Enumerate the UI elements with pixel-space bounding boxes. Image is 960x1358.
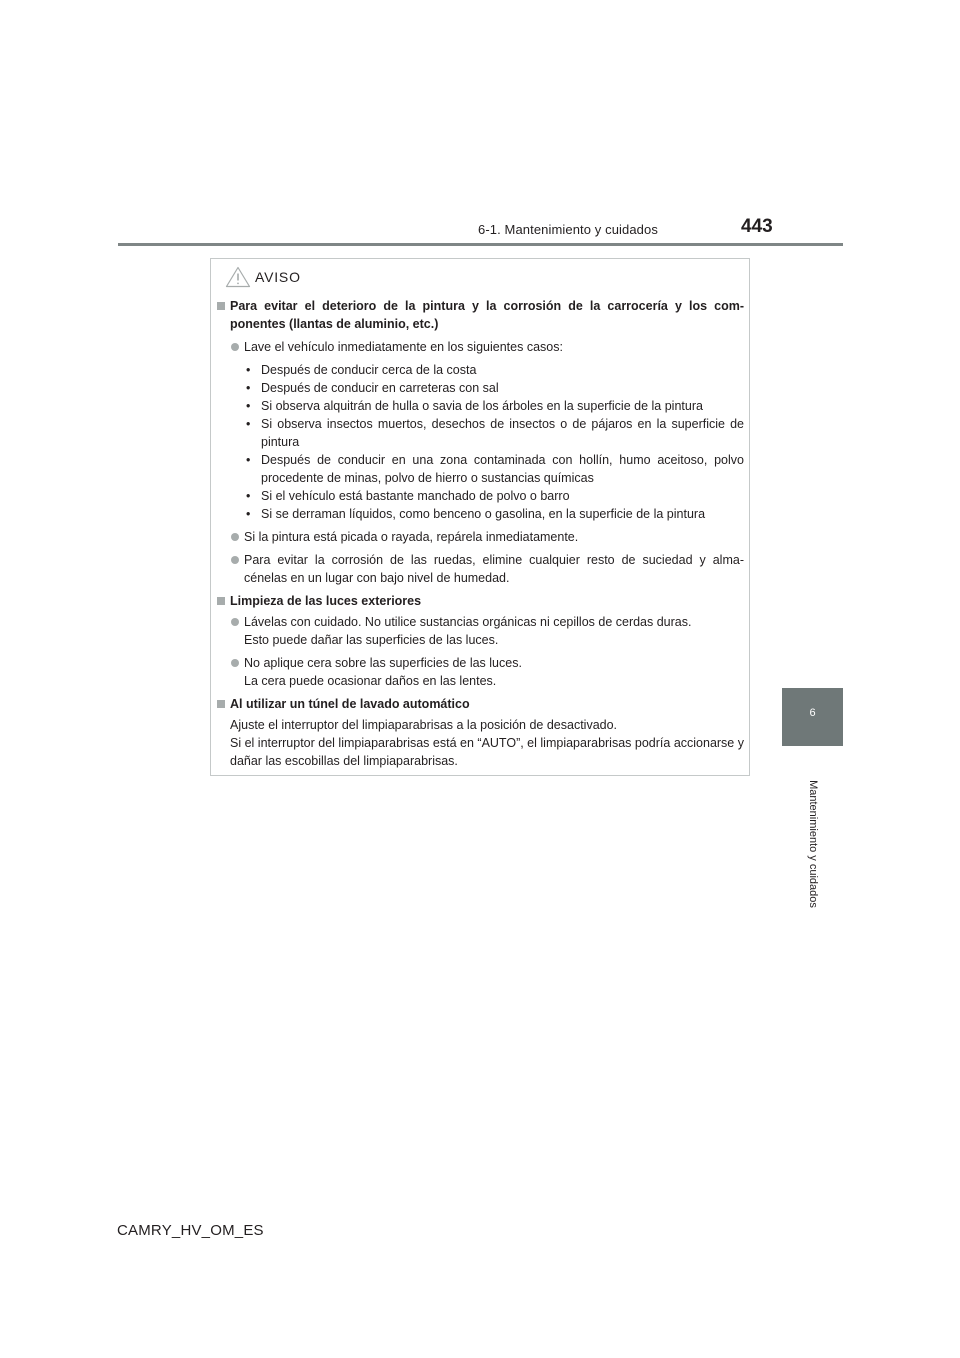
circle-bullet-icon <box>231 659 239 667</box>
paragraph-line: Ajuste el interruptor del limpiaparabrisas a la posición de desactivado. <box>230 718 618 732</box>
sub-item-text: Después de conducir en una zona contaminada con hollín, humo aceitoso, polvo procedente de minas, polvo de hierro o sustancias químicas <box>261 453 744 485</box>
bullet-item <box>216 551 744 587</box>
circle-bullet-icon <box>231 556 239 564</box>
dot-marker: • <box>246 363 251 377</box>
sub-item <box>216 487 744 505</box>
sub-item <box>216 451 744 487</box>
bullet-item <box>216 528 744 546</box>
section-heading <box>216 592 744 610</box>
section-title: 6-1. Mantenimiento y cuidados <box>478 222 658 237</box>
circle-bullet-icon <box>231 343 239 351</box>
sub-item-text: Si observa alquitrán de hulla o savia de los árboles en la superficie de la pintura <box>261 399 703 413</box>
document-code: CAMRY_HV_OM_ES <box>117 1222 264 1239</box>
circle-bullet-icon <box>231 618 239 626</box>
dot-marker: • <box>246 399 251 413</box>
bullet-text: Lave el vehículo inmediatamente en los siguientes casos: <box>244 340 563 354</box>
square-bullet-icon <box>217 700 225 708</box>
warning-title: AVISO <box>255 269 301 285</box>
chapter-number: 6 <box>809 707 816 719</box>
chapter-tab <box>782 688 843 746</box>
bullet-text: Si la pintura está picada o rayada, repárela inmediatamente. <box>244 530 579 544</box>
warning-content <box>216 297 744 770</box>
sub-item <box>216 415 744 451</box>
sub-item <box>216 505 744 523</box>
square-bullet-icon <box>217 597 225 605</box>
dot-marker: • <box>246 381 251 395</box>
bullet-text: Para evitar la corrosión de las ruedas, elimine cualquier resto de suciedad y alma- cénelas en un lugar con bajo nivel de humedad. <box>244 553 744 585</box>
warning-triangle-icon <box>225 266 251 288</box>
paragraph <box>216 716 744 770</box>
header-rule <box>118 243 843 246</box>
sub-item-text: Si se derraman líquidos, como benceno o gasolina, en la superficie de la pintura <box>261 507 706 521</box>
heading-text: Limpieza de las luces exteriores <box>230 594 422 608</box>
square-bullet-icon <box>217 302 225 310</box>
bullet-item <box>216 338 744 356</box>
dot-marker: • <box>246 417 251 431</box>
sub-item-text: Si el vehículo está bastante manchado de polvo o barro <box>261 489 570 503</box>
paragraph-line: Si el interruptor del limpiaparabrisas está en “AUTO”, el limpiaparabrisas podría accionarse y dañar las escobillas del limpiaparabrisas. <box>230 736 744 768</box>
sub-list <box>216 361 744 523</box>
section-heading <box>216 695 744 713</box>
sub-item-text: Después de conducir en carreteras con sal <box>261 381 499 395</box>
dot-marker: • <box>246 507 251 521</box>
heading-text: Al utilizar un túnel de lavado automático <box>230 697 470 711</box>
page-number: 443 <box>741 216 773 237</box>
warning-box <box>210 258 750 776</box>
dot-marker: • <box>246 489 251 503</box>
bullet-line: Lávelas con cuidado. No utilice sustancias orgánicas ni cepillos de cerdas duras. <box>244 615 692 629</box>
bullet-line: No aplique cera sobre las superficies de las luces. <box>244 656 522 670</box>
bullet-line: La cera puede ocasionar daños en las lentes. <box>244 674 497 688</box>
sub-item <box>216 379 744 397</box>
bullet-line: Esto puede dañar las superficies de las luces. <box>244 633 499 647</box>
bullet-item <box>216 613 744 649</box>
sub-item <box>216 361 744 379</box>
heading-text: Para evitar el deterioro de la pintura y la corrosión de la carrocería y los com- ponentes (llantas de aluminio, etc.) <box>230 299 744 331</box>
sub-item-text: Si observa insectos muertos, desechos de insectos o de pájaros en la superficie de pintura <box>261 417 744 449</box>
circle-bullet-icon <box>231 533 239 541</box>
warning-header <box>225 262 301 292</box>
section-heading <box>216 297 744 333</box>
bullet-item <box>216 654 744 690</box>
chapter-label: Mantenimiento y cuidados <box>807 780 819 908</box>
sub-item-text: Después de conducir cerca de la costa <box>261 363 477 377</box>
dot-marker: • <box>246 453 251 467</box>
sub-item <box>216 397 744 415</box>
